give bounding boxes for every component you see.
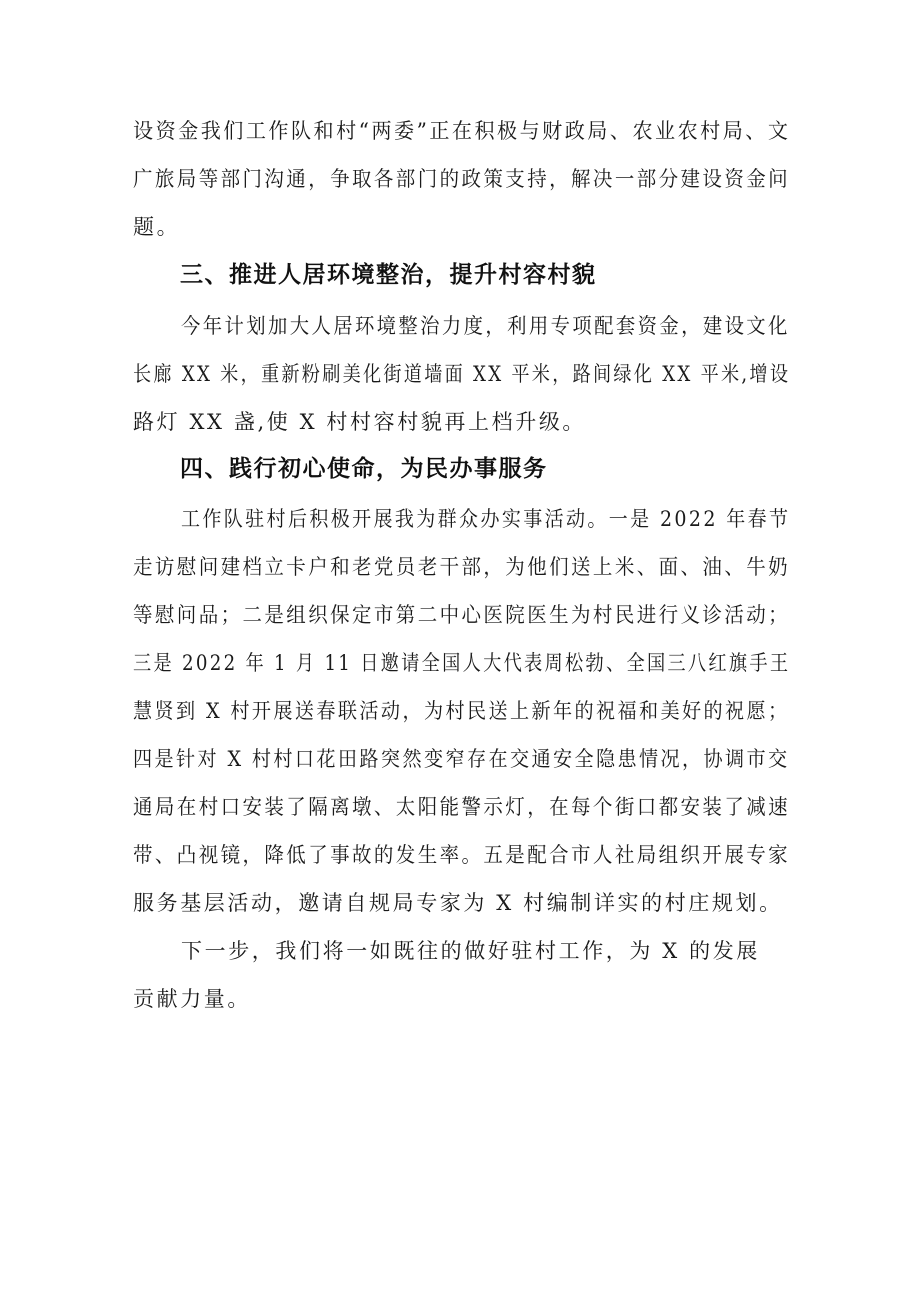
section-4-line-7: 通局在村口安装了隔离墩、太阳能警示灯，在每个街口都安装了减速 [133, 795, 791, 819]
section-4-line-3: 等慰问品；二是组织保定市第二中心医院医生为村民进行义诊活动； [133, 603, 791, 627]
intro-line-3: 题。 [133, 215, 181, 239]
closing-line-1: 下一步，我们将一如既往的做好驻村工作，为 X 的发展 [181, 939, 760, 963]
section-4-line-9: 服务基层活动，邀请自规局专家为 X 村编制详实的村庄规划。 [133, 891, 783, 915]
section-4-line-6: 四是针对 X 村村口花田路突然变窄存在交通安全隐患情况，协调市交 [133, 747, 790, 771]
section-4-line-8: 带、凸视镜，降低了事故的发生率。五是配合市人社局组织开展专家 [133, 843, 791, 867]
section-3-line-3: 路灯 XX 盏,使 X 村村容村貌再上档升级。 [133, 410, 587, 434]
section-3-line-2: 长廊 XX 米，重新粉刷美化街道墙面 XX 平米，路间绿化 XX 平米,增设 [133, 362, 791, 386]
section-3-line-1: 今年计划加大人居环境整治力度，利用专项配套资金，建设文化 [181, 314, 790, 338]
section-4-line-2: 走访慰问建档立卡户和老党员老干部，为他们送上米、面、油、牛奶 [133, 555, 791, 579]
section-4-line-1: 工作队驻村后积极开展我为群众办实事活动。一是 2022 年春节 [181, 507, 791, 531]
section-4-heading: 四、践行初心使命，为民办事服务 [180, 456, 548, 482]
section-4-line-4: 三是 2022 年 1 月 11 日邀请全国人大代表周松勃、全国三八红旗手王 [133, 651, 791, 675]
closing-line-2: 贡献力量。 [133, 987, 251, 1011]
section-4-line-5: 慧贤到 X 村开展送春联活动，为村民送上新年的祝福和美好的祝愿； [133, 699, 790, 723]
intro-line-1: 设资金我们工作队和村“两委”正在积极与财政局、农业农村局、文 [133, 119, 791, 143]
section-3-heading: 三、推进人居环境整治，提升村容村貌 [180, 262, 597, 288]
intro-line-2: 广旅局等部门沟通，争取各部门的政策支持，解决一部分建设资金问 [133, 167, 791, 191]
